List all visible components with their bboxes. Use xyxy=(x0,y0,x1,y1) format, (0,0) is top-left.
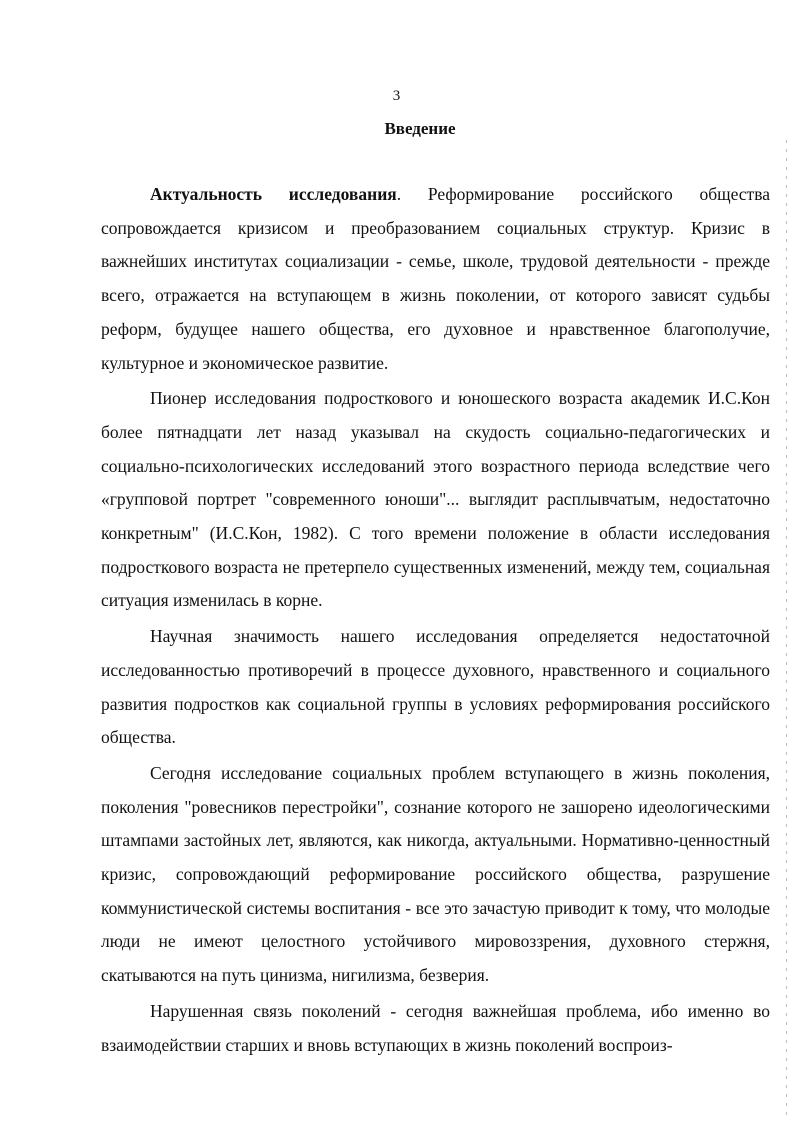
paragraph-lead-relevance: Актуальность исследования xyxy=(150,184,397,204)
paragraph-kon: Пионер исследования подросткового и юношеского возраста академик И.С.Кон более пятнадцати лет назад указывал на скудость социально-педагогических и социально-психологических исследований этого возрастного периода вследствие чего «групповой портрет "современного юноши"... выглядит расплывчатым, недостаточно конкретным" (И.С.Кон, 1982). С того времени положение в области исследования подросткового возраста не претерпело существенных изменений, между тем, социальная ситуация изменилась в корне. xyxy=(101,388,770,611)
paragraph-relevance xyxy=(101,178,770,380)
paragraph-text-relevance: . Реформирование российского общества сопровождается кризисом и преобразованием социальных структур. Кризис в важнейших институтах социализации - семье, школе, трудовой деятельности - прежде всего, отражается на вступающем в жизнь поколении, от которого зависят судьбы реформ, будущее нашего общества, его духовное и нравственное благополучие, культурное и экономическое развитие. xyxy=(101,184,770,373)
paragraph-significance: Научная значимость нашего исследования определяется недостаточной исследованностью противоречий в процессе духовного, нравственного и социального развития подростков как социальной группы в условиях реформирования российского общества. xyxy=(101,626,770,748)
page-number: 3 xyxy=(392,88,401,104)
document-body xyxy=(101,178,770,1062)
scan-edge-mark xyxy=(786,140,787,1120)
paragraph-generations: Нарушенная связь поколений - сегодня важнейшая проблема, ибо именно во взаимодействии старших и вновь вступающих в жизнь поколений воспроиз- xyxy=(101,1000,770,1055)
paragraph-today: Сегодня исследование социальных проблем вступающего в жизнь поколения, поколения "ровесников перестройки", сознание которого не зашорено идеологическими штампами застойных лет, являются, как никогда, актуальными. Нормативно-ценностный кризис, сопровождающий реформирование российского общества, разрушение коммунистической системы воспитания - все это зачастую приводит к тому, что молодые люди не имеют целостного устойчивого мировоззрения, духовного стержня, скатываются на путь цинизма, нигилизма, безверия. xyxy=(101,762,770,986)
page-title: Введение xyxy=(384,119,456,138)
